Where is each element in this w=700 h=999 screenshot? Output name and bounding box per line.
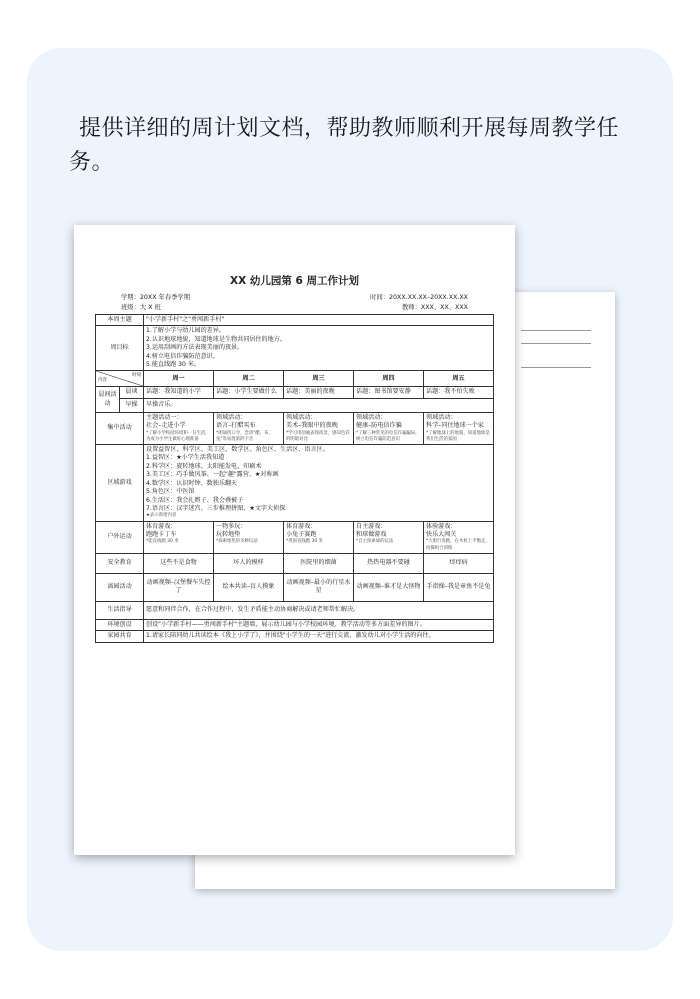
goal-item: 3.运用刮画的方法表现美丽的夜景。: [146, 344, 244, 352]
chat-cell: 话题：美丽的夜晚: [284, 387, 354, 398]
env-value: 创设"小学新手村——勇闯新手村"主题墙，展示幼儿园与小学校园环境、教学活动等多方面差异的图片。: [144, 619, 494, 630]
area-row: [96, 445, 494, 521]
morning-label: 晨间活动: [96, 387, 120, 412]
area-item: 4.数学区：认识时钟、数独乐翻天: [146, 479, 238, 487]
focus-cell: [214, 412, 284, 444]
life-row: [96, 601, 494, 619]
area-item: 6.生活区：我会扎辫子、我会叠被子: [146, 496, 244, 504]
focus-row: [96, 412, 494, 444]
outdoor-cell: [354, 521, 424, 553]
theme-label: 本周主题: [96, 315, 144, 326]
area-list: [144, 445, 494, 521]
area-note: ★表示新增内容: [146, 513, 177, 519]
goal-item: 4.树立电信诈骗防范意识。: [146, 352, 219, 360]
corner-cell: [96, 371, 144, 387]
outdoor-cell: [424, 521, 494, 553]
outdoor-note: *大胆行进跑，在木桩上平衡走，投掷组合训练: [426, 539, 490, 551]
area-item: 2.科学区：旋转地球、太阳能发电、印刷术: [146, 462, 262, 470]
class-name: 班级：大 X 班: [121, 304, 161, 311]
theme-row: [96, 315, 494, 326]
outdoor-note: *巩固直线跑 30 米: [286, 539, 323, 545]
outdoor-type: 自主游戏：: [356, 522, 387, 530]
corner-content: 内容: [98, 378, 107, 384]
day-friday: 周五: [424, 371, 494, 387]
chat-label: 晨谈: [120, 387, 144, 398]
plan-table: [95, 314, 494, 643]
life-label: 生活指导: [96, 601, 144, 619]
home-value: 1.请家长陪同幼儿共读绘本《我上小学了》，并围绕"小学生的一天"进行交流，激发幼儿对小学生活的向往。: [144, 631, 494, 642]
day-tuesday: 周二: [214, 371, 284, 387]
env-label: 环境创设: [96, 619, 144, 630]
day-thursday: 周四: [354, 371, 424, 387]
safety-row: [96, 553, 494, 573]
front-sheet: [74, 225, 515, 855]
focus-type: 领域活动：: [216, 413, 247, 421]
home-label: 家园共育: [96, 631, 144, 642]
exercise-row: [96, 398, 494, 412]
focus-type: 主题活动一：: [146, 413, 183, 421]
outdoor-note: *能直线跑 30 米: [146, 539, 179, 545]
leave-cell: 动画视频–最小的行星水星: [284, 573, 354, 601]
exercise-value: 早操音乐。: [144, 398, 494, 412]
focus-type: 领域活动：: [426, 413, 457, 421]
outdoor-row: [96, 521, 494, 553]
outdoor-cell: [144, 521, 214, 553]
focus-topic: 科学–同住地球一个家: [426, 422, 484, 430]
day-header-row: [96, 371, 494, 387]
leave-cell: 动画视频–谁才是大怪物: [354, 573, 424, 601]
outdoor-type: 体育游戏：: [286, 522, 317, 530]
goal-item: 1.了解小学与幼儿园的差异。: [146, 327, 225, 335]
goal-item: 2.认识地球地貌，知道地球是生物共同居住的地方。: [146, 335, 286, 343]
day-monday: 周一: [144, 371, 214, 387]
goal-item: 5.能直线跑 30 米。: [146, 361, 201, 369]
meta-row-2: [95, 303, 494, 313]
area-item: 设置益智区、科学区、美工区、数学区、角色区、生活区、语言区。: [146, 446, 329, 454]
outdoor-note: *探索地垫的多种玩法: [216, 539, 258, 545]
corner-time: 时间: [132, 373, 141, 379]
outdoor-game: 跑跑卡丁车: [146, 530, 177, 538]
outdoor-type: 一物多玩：: [216, 522, 247, 530]
area-label: 区域游戏: [96, 445, 144, 521]
focus-cell: [424, 412, 494, 444]
focus-note: *了解地球上的地貌，知道地球是我们生活的家园: [426, 430, 490, 442]
outdoor-cell: [214, 521, 284, 553]
goal-list: [144, 326, 494, 371]
outdoor-game: 小兔子赛跑: [286, 530, 317, 538]
focus-topic: 社会–走进小学: [146, 422, 186, 430]
leave-label: 离园活动: [96, 573, 144, 601]
area-item: 1.益智区：★小学生活我知道: [146, 454, 225, 462]
safety-cell: 医院里的细菌: [284, 553, 354, 573]
outdoor-cell: [284, 521, 354, 553]
leave-cell: 手指操–我是章鱼不是兔: [424, 573, 494, 601]
area-item: 5.角色区：中医馆: [146, 488, 195, 496]
headline: 提供详细的周计划文档，帮助教师顺利开展每周教学任务。: [69, 116, 620, 175]
goal-row: [96, 326, 494, 371]
outdoor-game: 玩转地垫: [216, 530, 241, 538]
meta-row-1: [95, 293, 494, 303]
safety-cell: 坏人的模样: [214, 553, 284, 573]
home-row: [96, 631, 494, 642]
env-row: [96, 619, 494, 630]
day-wednesday: 周三: [284, 371, 354, 387]
focus-label: 集中活动: [96, 412, 144, 444]
outdoor-type: 体育游戏：: [146, 522, 177, 530]
focus-note: *朗诵绕口令，念清"醋、布、兔"等易混淆的字音: [216, 430, 273, 442]
teachers: 教师：XXX、XX、XXX: [402, 304, 468, 311]
focus-topic: 语言–打醋买布: [216, 422, 256, 430]
focus-type: 领域活动：: [286, 413, 317, 421]
exercise-label: 早操: [120, 398, 144, 412]
focus-note: *了解三种常见的电信诈骗骗局，树立电信诈骗防范意识: [356, 430, 420, 442]
outdoor-label: 户外运动: [96, 521, 144, 553]
leave-row: [96, 573, 494, 601]
outdoor-game: 和球做游戏: [356, 530, 387, 538]
goal-label: 周目标: [96, 326, 144, 371]
safety-cell: 热热电器不要碰: [354, 553, 424, 573]
outdoor-game: 快乐大闯关: [426, 530, 457, 538]
morning-chat-row: [96, 387, 494, 398]
focus-cell: [354, 412, 424, 444]
focus-cell: [284, 412, 354, 444]
outdoor-note: *自主探索球的玩法: [356, 539, 394, 545]
chat-cell: 话题：我不怕失败: [424, 387, 494, 398]
area-item: 7.语言区：汉字迷宫、三步推理拼图、★文字大侦探: [146, 504, 286, 512]
focus-type: 领域活动：: [356, 413, 387, 421]
area-item: 3.美工区：巧手做风筝、一起"趣"露营、★对称画: [146, 471, 279, 479]
focus-topic: 健康–防电信诈骗: [356, 422, 402, 430]
leave-cell: 动画视频–汉堡餐车失控了: [144, 573, 214, 601]
focus-note: *学习用刮画表现夜景，感知色彩的明暗对比: [286, 430, 350, 442]
focus-cell: [144, 412, 214, 444]
safety-cell: 这些不是食物: [144, 553, 214, 573]
safety-label: 安全教育: [96, 553, 144, 573]
theme-value: "小学新手村"之"勇闯新手村": [144, 315, 494, 326]
time-range: 时间：20XX.XX.XX–20XX.XX.XX: [370, 294, 468, 301]
back-sheet-table-lines: [521, 330, 591, 368]
doc-title: XX 幼儿园第 6 周工作计划: [230, 275, 359, 287]
leave-cell: 绘本共读–盲人摸象: [214, 573, 284, 601]
chat-cell: 话题：我知道的小学: [144, 387, 214, 398]
chat-cell: 话题：小学生要做什么: [214, 387, 284, 398]
chat-cell: 话题：图书馆要安静: [354, 387, 424, 398]
semester: 学期：20XX 年春季学期: [121, 294, 191, 301]
life-value: 愿意和同伴合作，在合作过程中，发生矛盾能主动协商解决或请老师帮忙解决。: [144, 601, 494, 619]
focus-topic: 美术–我眼中的夜晚: [286, 422, 338, 430]
outdoor-type: 体验游戏：: [426, 522, 457, 530]
focus-note: *了解小学校园环境和一日生活，为成为小学生做好心理准备: [146, 430, 210, 442]
safety-cell: 痒痒病: [424, 553, 494, 573]
